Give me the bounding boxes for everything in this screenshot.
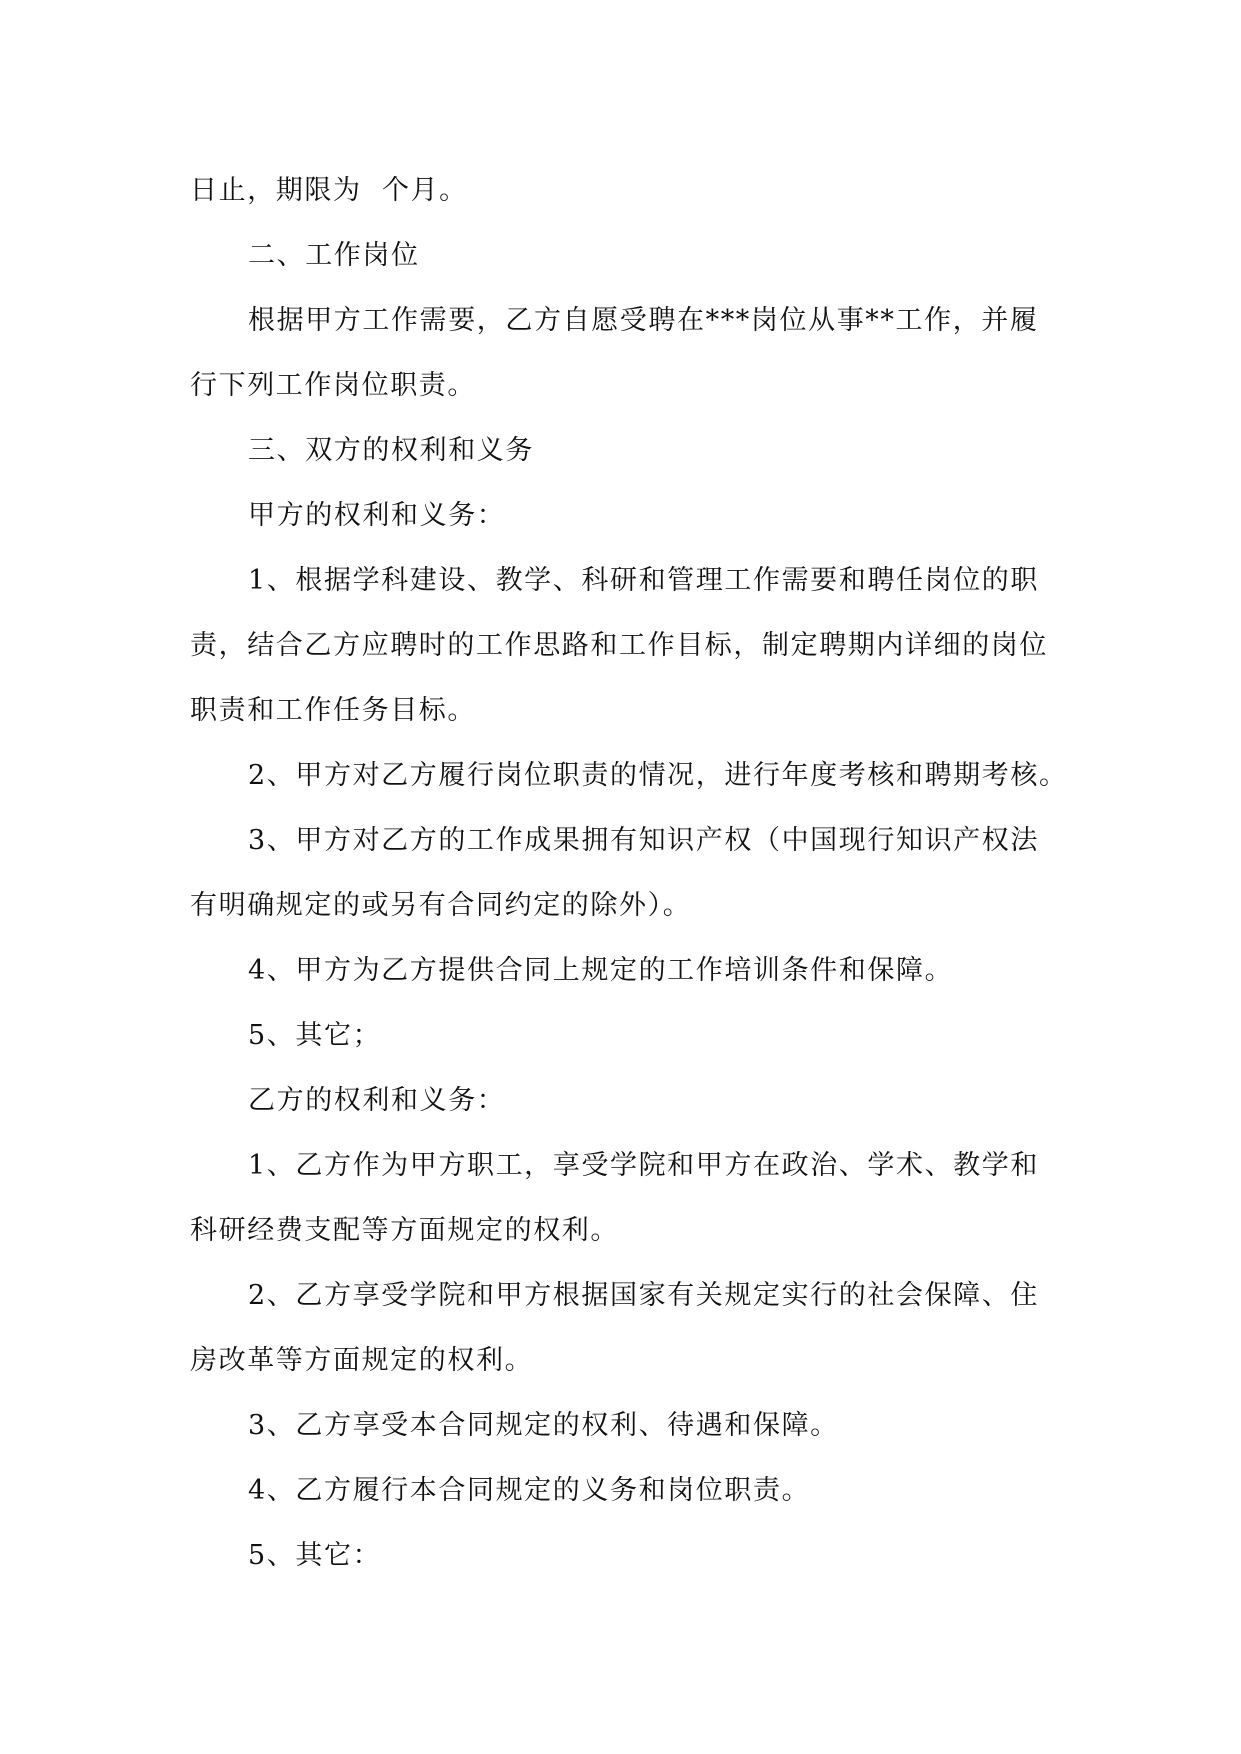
text-line: 1、根据学科建设、教学、科研和管理工作需要和聘任岗位的职 bbox=[248, 565, 1039, 596]
text-line: 4、甲方为乙方提供合同上规定的工作培训条件和保障。 bbox=[248, 955, 954, 986]
text-line: 科研经费支配等方面规定的权利。 bbox=[190, 1215, 619, 1246]
subheading-party-b: 乙方的权利和义务： bbox=[248, 1085, 506, 1116]
text-line: 职责和工作任务目标。 bbox=[190, 695, 476, 726]
subheading-party-a: 甲方的权利和义务： bbox=[248, 500, 506, 531]
contract-text bbox=[190, 158, 1080, 1588]
text-line: 行下列工作岗位职责。 bbox=[190, 370, 476, 401]
text-line: 3、甲方对乙方的工作成果拥有知识产权（中国现行知识产权法 bbox=[248, 825, 1039, 856]
text-line: 1、乙方作为甲方职工，享受学院和甲方在政治、学术、教学和 bbox=[248, 1150, 1039, 1181]
section-heading-rights-obligations: 三、双方的权利和义务 bbox=[248, 435, 534, 466]
text-line: 2、乙方享受学院和甲方根据国家有关规定实行的社会保障、住 bbox=[248, 1280, 1039, 1311]
text-line: 房改革等方面规定的权利。 bbox=[190, 1345, 534, 1376]
text-line: 5、其它： bbox=[248, 1540, 382, 1571]
text-line: 2、甲方对乙方履行岗位职责的情况，进行年度考核和聘期考核。 bbox=[248, 760, 1068, 791]
text-line: 有明确规定的或另有合同约定的除外）。 bbox=[190, 890, 692, 921]
text-line: 责，结合乙方应聘时的工作思路和工作目标，制定聘期内详细的岗位 bbox=[190, 630, 1048, 661]
text-line: 3、乙方享受本合同规定的权利、待遇和保障。 bbox=[248, 1410, 839, 1441]
text-line: 日止，期限为 个月。 bbox=[190, 175, 468, 206]
section-heading-work-position: 二、工作岗位 bbox=[248, 240, 420, 271]
text-line: 根据甲方工作需要，乙方自愿受聘在***岗位从事**工作，并履 bbox=[248, 305, 1039, 336]
text-line: 4、乙方履行本合同规定的义务和岗位职责。 bbox=[248, 1475, 811, 1506]
text-line: 5、其它； bbox=[248, 1020, 382, 1051]
